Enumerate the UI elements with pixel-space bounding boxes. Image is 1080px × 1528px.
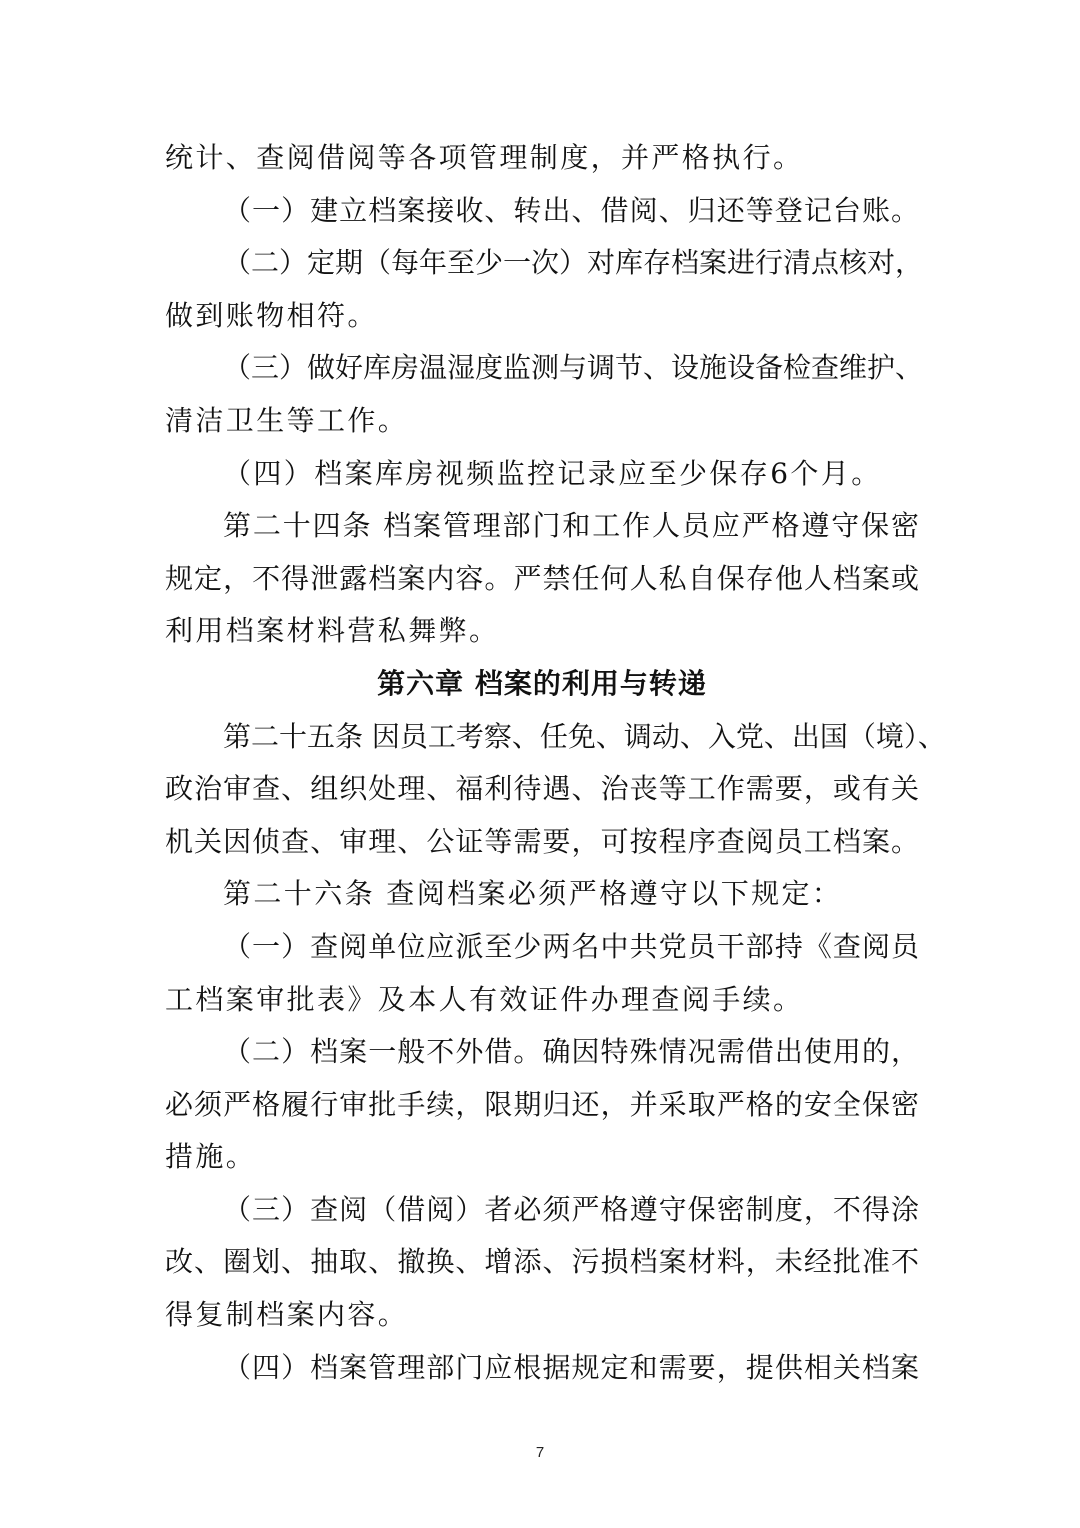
list-item-three: （三）做好库房温湿度监测与调节、设施设备检查维护、 bbox=[223, 351, 924, 385]
list-item-one: （一）建立档案接收、转出、借阅、归还等登记台账。 bbox=[223, 193, 919, 227]
list-item-one: （一）查阅单位应派至少两名中共党员干部持《查阅员 bbox=[223, 929, 919, 963]
text-line: 清洁卫生等工作。 bbox=[165, 403, 409, 437]
chapter-heading: 第六章 档案的利用与转递 bbox=[377, 666, 707, 700]
list-item-four: （四）档案库房视频监控记录应至少保存6个月。 bbox=[223, 456, 882, 490]
text-line: 措施。 bbox=[165, 1140, 257, 1174]
article-26: 第二十六条 查阅档案必须严格遵守以下规定： bbox=[223, 877, 843, 911]
list-item-three: （三）查阅（借阅）者必须严格遵守保密制度，不得涂 bbox=[223, 1192, 919, 1226]
list-item-two: （二）定期（每年至少一次）对库存档案进行清点核对， bbox=[223, 246, 924, 280]
text-line: 做到账物相符。 bbox=[165, 298, 378, 332]
text-line: 政治审查、组织处理、福利待遇、治丧等工作需要，或有关 bbox=[165, 772, 919, 806]
article-24: 第二十四条 档案管理部门和工作人员应严格遵守保密 bbox=[223, 509, 919, 543]
text-line: 改、圈划、抽取、撤换、增添、污损档案材料，未经批准不 bbox=[165, 1245, 919, 1279]
list-item-two: （二）档案一般不外借。确因特殊情况需借出使用的， bbox=[223, 1035, 919, 1069]
article-25: 第二十五条 因员工考察、任免、调动、入党、出国（境）、 bbox=[223, 719, 946, 753]
text-line: 工档案审批表》及本人有效证件办理查阅手续。 bbox=[165, 982, 804, 1016]
body-text bbox=[165, 132, 946, 1394]
text-line: 必须严格履行审批手续，限期归还，并采取严格的安全保密 bbox=[165, 1087, 919, 1121]
text-line: 统计、查阅借阅等各项管理制度，并严格执行。 bbox=[165, 141, 804, 174]
text-line: 利用档案材料营私舞弊。 bbox=[165, 614, 500, 648]
text-line: 机关因侦查、审理、公证等需要，可按程序查阅员工档案。 bbox=[165, 824, 919, 858]
text-line: 得复制档案内容。 bbox=[165, 1298, 409, 1332]
list-item-four: （四）档案管理部门应根据规定和需要，提供相关档案 bbox=[223, 1350, 919, 1384]
page-number: 7 bbox=[535, 1444, 545, 1461]
text-line: 规定，不得泄露档案内容。严禁任何人私自保存他人档案或 bbox=[165, 561, 919, 595]
